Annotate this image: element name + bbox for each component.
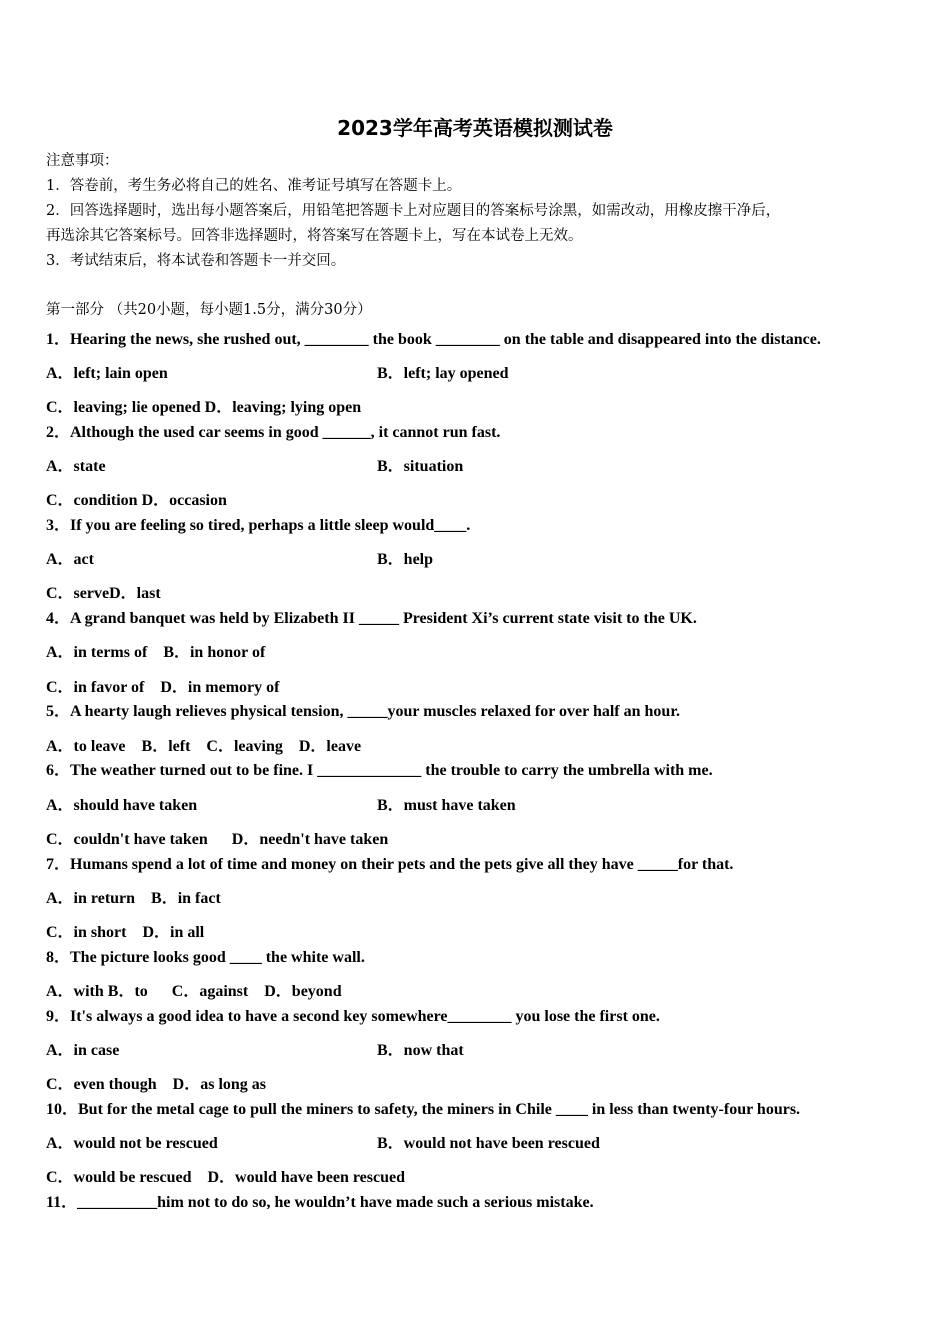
option-b: B．left; lay opened [377, 365, 509, 382]
option-b: B．help [377, 551, 434, 568]
options-a-b: A．in terms of B．in honor of [46, 644, 266, 661]
notice-section [46, 149, 906, 274]
option-b: B．would not have been rescued [377, 1135, 600, 1152]
question-stem: 1．Hearing the news, she rushed out, ________ the book ________ on the table and disappeared into the distance. [46, 331, 821, 348]
option-a: A．left; lain open [46, 365, 168, 382]
options-c-d: C．in short D．in all [46, 924, 205, 941]
options-c-d: C．leaving; lie opened D．leaving; lying open [46, 399, 362, 416]
notice-line: 1．答卷前，考生务必将自己的姓名、准考证号填写在答题卡上。 [46, 178, 462, 194]
page-title: 2023学年高考英语模拟测试卷 [337, 116, 613, 140]
question-stem: 7．Humans spend a lot of time and money on their pets and the pets give all they have _____for that. [46, 856, 734, 873]
options-a-d: A．to leave B．left C．leaving D．leave [46, 738, 362, 755]
options-c-d: C．condition D．occasion [46, 492, 227, 509]
question-stem: 3．If you are feeling so tired, perhaps a little sleep would____. [46, 517, 471, 534]
question-stem: 4．A grand banquet was held by Elizabeth II _____ President Xi’s current state visit to the UK. [46, 610, 697, 627]
options-c-d: C．even though D．as long as [46, 1076, 267, 1093]
question-stem: 6．The weather turned out to be fine. I _____________ the trouble to carry the umbrella with me. [46, 762, 713, 779]
question-stem: 9．It's always a good idea to have a second key somewhere________ you lose the first one. [46, 1008, 660, 1025]
options-c-d: C．serveD．last [46, 585, 161, 602]
notice-line: 2．回答选择题时，选出每小题答案后，用铅笔把答题卡上对应题目的答案标号涂黑，如需改动，用橡皮擦干净后， [46, 203, 781, 219]
options-a-b: A．in return B．in fact [46, 890, 221, 907]
option-a: A．would not be rescued [46, 1135, 218, 1152]
option-b: B．situation [377, 458, 464, 475]
notice-line: 3．考试结束后，将本试卷和答题卡一并交回。 [46, 253, 346, 269]
part-one-heading: 第一部分 （共20小题，每小题1.5分，满分30分） [46, 302, 372, 318]
question-stem: 11．__________him not to do so, he wouldn’t have made such a serious mistake. [46, 1194, 594, 1211]
options-c-d: C．in favor of D．in memory of [46, 679, 280, 696]
option-a: A．state [46, 458, 106, 475]
question-stem: 10．But for the metal cage to pull the miners to safety, the miners in Chile ____ in less than twenty-four hours. [46, 1101, 801, 1118]
option-b: B．now that [377, 1042, 464, 1059]
option-a: A．act [46, 551, 94, 568]
option-a: A．should have taken [46, 797, 198, 814]
notice-line: 再选涂其它答案标号。回答非选择题时，将答案写在答题卡上，写在本试卷上无效。 [46, 228, 583, 244]
notice-heading: 注意事项： [46, 153, 119, 169]
question-stem: 5．A hearty laugh relieves physical tension, _____your muscles relaxed for over half an hour. [46, 703, 680, 720]
options-c-d: C．would be rescued D．would have been rescued [46, 1169, 405, 1186]
options-a-d: A．with B．to C．against D．beyond [46, 983, 342, 1000]
options-c-d: C．couldn't have taken D．needn't have taken [46, 831, 389, 848]
question-stem: 2．Although the used car seems in good ______, it cannot run fast. [46, 424, 501, 441]
question-stem: 8．The picture looks good ____ the white wall. [46, 949, 365, 966]
option-b: B．must have taken [377, 797, 516, 814]
option-a: A．in case [46, 1042, 120, 1059]
